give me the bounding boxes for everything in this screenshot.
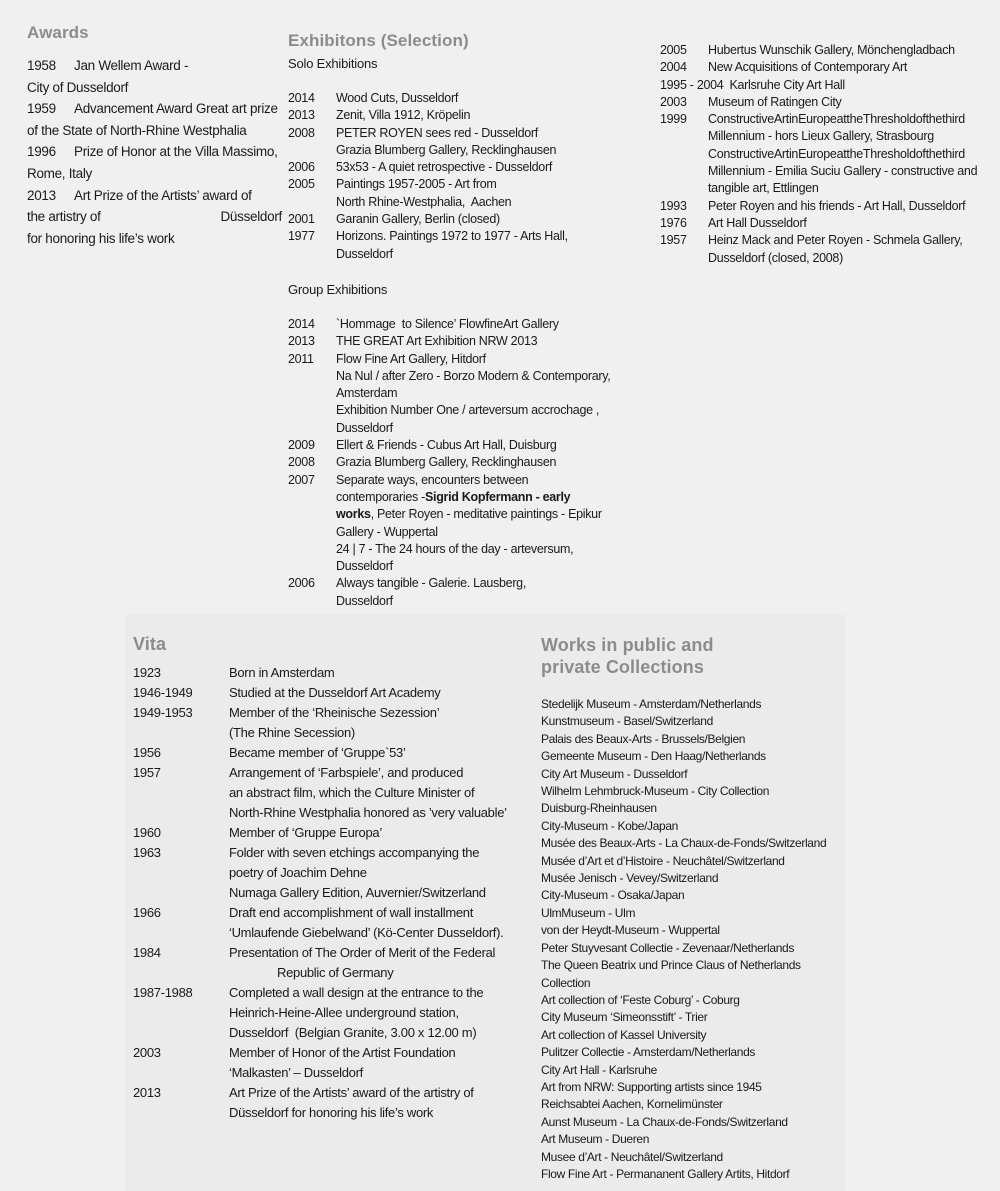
list-item: 2008 Grazia Blumberg Gallery, Recklinghausen [288, 455, 557, 470]
list-item: 1977 Horizons. Paintings 1972 to 1977 - Arts Hall, Dusseldorf [288, 229, 568, 261]
list-item: 1963 Folder with seven etchings accompanying the poetry of Joachim Dehne Numaga Gallery Edition, Auvernier/Switzerland [133, 845, 486, 900]
list-item: Musée d’Art et d’Histoire - Neuchâtel/Switzerland [541, 853, 785, 868]
list-item: City-Museum - Kobe/Japan [541, 818, 678, 833]
list-item: Art Museum - Dueren [541, 1132, 650, 1147]
list-item: Palais des Beaux-Arts - Brussels/Belgien [541, 731, 746, 746]
list-item: Gemeente Museum - Den Haag/Netherlands [541, 749, 766, 764]
group-exhibitions-list [288, 316, 633, 610]
group-exhibitions-heading: Group Exhibitions [288, 282, 388, 297]
solo-exhibitions-heading: Solo Exhibitions [288, 56, 378, 71]
list-item: Art collection of Kassel University [541, 1027, 707, 1042]
solo-exhibitions-list [288, 90, 628, 263]
exhibitions-heading: Exhibitons (Selection) [288, 31, 469, 50]
list-item: 2006 53x53 - A quiet retrospective - Dusseldorf [288, 160, 552, 175]
list-item: 1993 Peter Royen and his friends - Art Hall, Dusseldorf [660, 198, 966, 213]
list-item: 2003 Member of Honor of the Artist Foundation ‘Malkasten’ – Dusseldorf [133, 1045, 456, 1080]
list-item: 1949-1953 Member of the ‘Rheinische Sezession’ (The Rhine Secession) [133, 705, 440, 740]
list-item: 2008 PETER ROYEN sees red - Dusseldorf Grazia Blumberg Gallery, Recklinghausen [288, 125, 557, 157]
list-item: Kunstmuseum - Basel/Switzerland [541, 714, 713, 729]
works-list [541, 696, 841, 1183]
award-item: 1996 Prize of Honor at the Villa Massimo, [27, 144, 278, 160]
list-item: 1995 - 2004 Karlsruhe City Art Hall [660, 77, 845, 92]
list-item: Wilhelm Lehmbruck-Museum - City Collection [541, 784, 770, 799]
list-item: 1966 Draft end accomplishment of wall installment ‘Umlaufende Giebelwand’ (Kö-Center Dusseldorf). [133, 905, 504, 940]
list-item: Musée des Beaux-Arts - La Chaux-de-Fonds/Switzerland [541, 836, 827, 851]
list-item: 2003 Museum of Ratingen City [660, 94, 842, 109]
list-item: City-Museum - Osaka/Japan [541, 888, 685, 903]
awards-list: 1958 Jan Wellem Award - City of Dusseldorf 1959 Advancement Award Great art prize of the State of North-Rhine Westphalia 1996 Prize of Honor at the Villa Massimo, Rome, Italy 2013 Art Prize of the Artists’ award of the artistry of Düsseldorf for honoring his life’s work [27, 55, 287, 249]
list-item: 2005 Paintings 1957-2005 - Art from North Rhine-Westphalia, Aachen [288, 177, 512, 209]
awards-heading: Awards [27, 23, 89, 42]
list-item: Musee d’Art - Neuchâtel/Switzerland [541, 1149, 723, 1164]
list-item: 2014 Wood Cuts, Dusseldorf [288, 91, 458, 105]
list-item: 2011 Flow Fine Art Gallery, Hitdorf Na Nul / after Zero - Borzo Modern & Contemporary, Amsterdam Exhibition Number One / arteversum accrochage , Dusseldorf [288, 351, 611, 435]
award-item: 2013 Art Prize of the Artists’ award of [27, 187, 252, 203]
list-item: Peter Stuyvesant Collectie - Zevenaar/Netherlands [541, 940, 794, 955]
list-item: 2014 `Hommage to Silence’ FlowfineArt Gallery [288, 317, 559, 331]
list-item: The Queen Beatrix und Prince Claus of Netherlands Collection [541, 958, 801, 990]
list-item: 2004 New Acquisitions of Contemporary Art [660, 60, 908, 75]
list-item: 1976 Art Hall Dusseldorf [660, 215, 807, 230]
list-item: Stedelijk Museum - Amsterdam/Netherlands [541, 697, 762, 711]
list-item: 1946-1949 Studied at the Dusseldorf Art Academy [133, 685, 441, 700]
list-item: 2013 THE GREAT Art Exhibition NRW 2013 [288, 334, 538, 349]
list-item: Aunst Museum - La Chaux-de-Fonds/Switzerland [541, 1114, 788, 1129]
list-item: 1923 Born in Amsterdam [133, 665, 335, 680]
list-item: 2013 Zenit, Villa 1912, Kröpelin [288, 108, 471, 123]
list-item: Musée Jenisch - Vevey/Switzerland [541, 871, 719, 886]
list-item: Art collection of ‘Feste Coburg’ - Coburg [541, 992, 740, 1007]
list-item: 2013 Art Prize of the Artists’ award of the artistry of Düsseldorf for honoring his life’s work [133, 1085, 474, 1120]
vita-heading: Vita [133, 634, 167, 654]
vita-list [133, 663, 528, 1123]
list-item: 1960 Member of ‘Gruppe Europa’ [133, 825, 382, 840]
list-item: 2005 Hubertus Wunschik Gallery, Mönchengladbach [660, 43, 955, 57]
award-item: 1958 Jan Wellem Award - [27, 58, 189, 73]
list-item: von der Heydt-Museum - Wuppertal [541, 923, 720, 938]
list-item: Pulitzer Collectie - Amsterdam/Netherlands [541, 1045, 756, 1060]
list-item: Flow Fine Art - Permananent Gallery Artits, Hitdorf [541, 1166, 790, 1181]
list-item: Art from NRW: Supporting artists since 1945 [541, 1079, 762, 1094]
list-item: 2006 Always tangible - Galerie. Lausberg, Dusseldorf [288, 576, 526, 608]
list-item: UlmMuseum - Ulm [541, 905, 636, 920]
works-heading: Works in public and private Collections [541, 635, 714, 677]
list-item: Reichsabtei Aachen, Kornelimünster [541, 1097, 723, 1112]
list-item: 2009 Ellert & Friends - Cubus Art Hall, Duisburg [288, 438, 557, 453]
list-item: 1957 Heinz Mack and Peter Royen - Schmela Gallery, Dusseldorf (closed, 2008) [660, 233, 963, 265]
list-item: City Art Hall - Karlsruhe [541, 1062, 657, 1077]
award-item: 1959 Advancement Award Great art prize [27, 101, 278, 117]
list-item: City Art Museum - Dusseldorf [541, 766, 688, 781]
list-item: 1984 Presentation of The Order of Merit of the Federal Republic of Germany [133, 945, 496, 980]
list-item: Duisburg-Rheinhausen [541, 801, 657, 816]
more-exhibitions-list [660, 42, 995, 267]
list-item: 1987-1988 Completed a wall design at the entrance to the Heinrich-Heine-Allee underground station, Dusseldorf (Belgian Granite, 3.00 x 12.00 m) [133, 985, 484, 1040]
list-item: 1956 Became member of ‘Gruppe`53’ [133, 745, 406, 760]
list-item: 2001 Garanin Gallery, Berlin (closed) [288, 212, 500, 227]
list-item: 1999 ConstructiveArtinEuropeattheThresholdofthethird Millennium - hors Lieux Gallery, Strasbourg ConstructiveArtinEuropeattheThresholdofthethird Millennium - Emilia Suciu Gallery - constructive and tangible art, Ettlingen [660, 112, 978, 196]
list-item: City Museum ‘Simeonsstift’ - Trier [541, 1010, 708, 1025]
list-item: 2007 Separate ways, encounters between contemporaries -Sigrid Kopfermann - early works, Peter Royen - meditative paintings - Epikur Gallery - Wuppertal 24 | 7 - The 24 hours of the day - arteversum, Dusseldorf [288, 472, 602, 574]
list-item: 1957 Arrangement of ‘Farbspiele’, and produced an abstract film, which the Culture Minister of North-Rhine Westphalia honored as ’very valuable’ [133, 765, 507, 820]
